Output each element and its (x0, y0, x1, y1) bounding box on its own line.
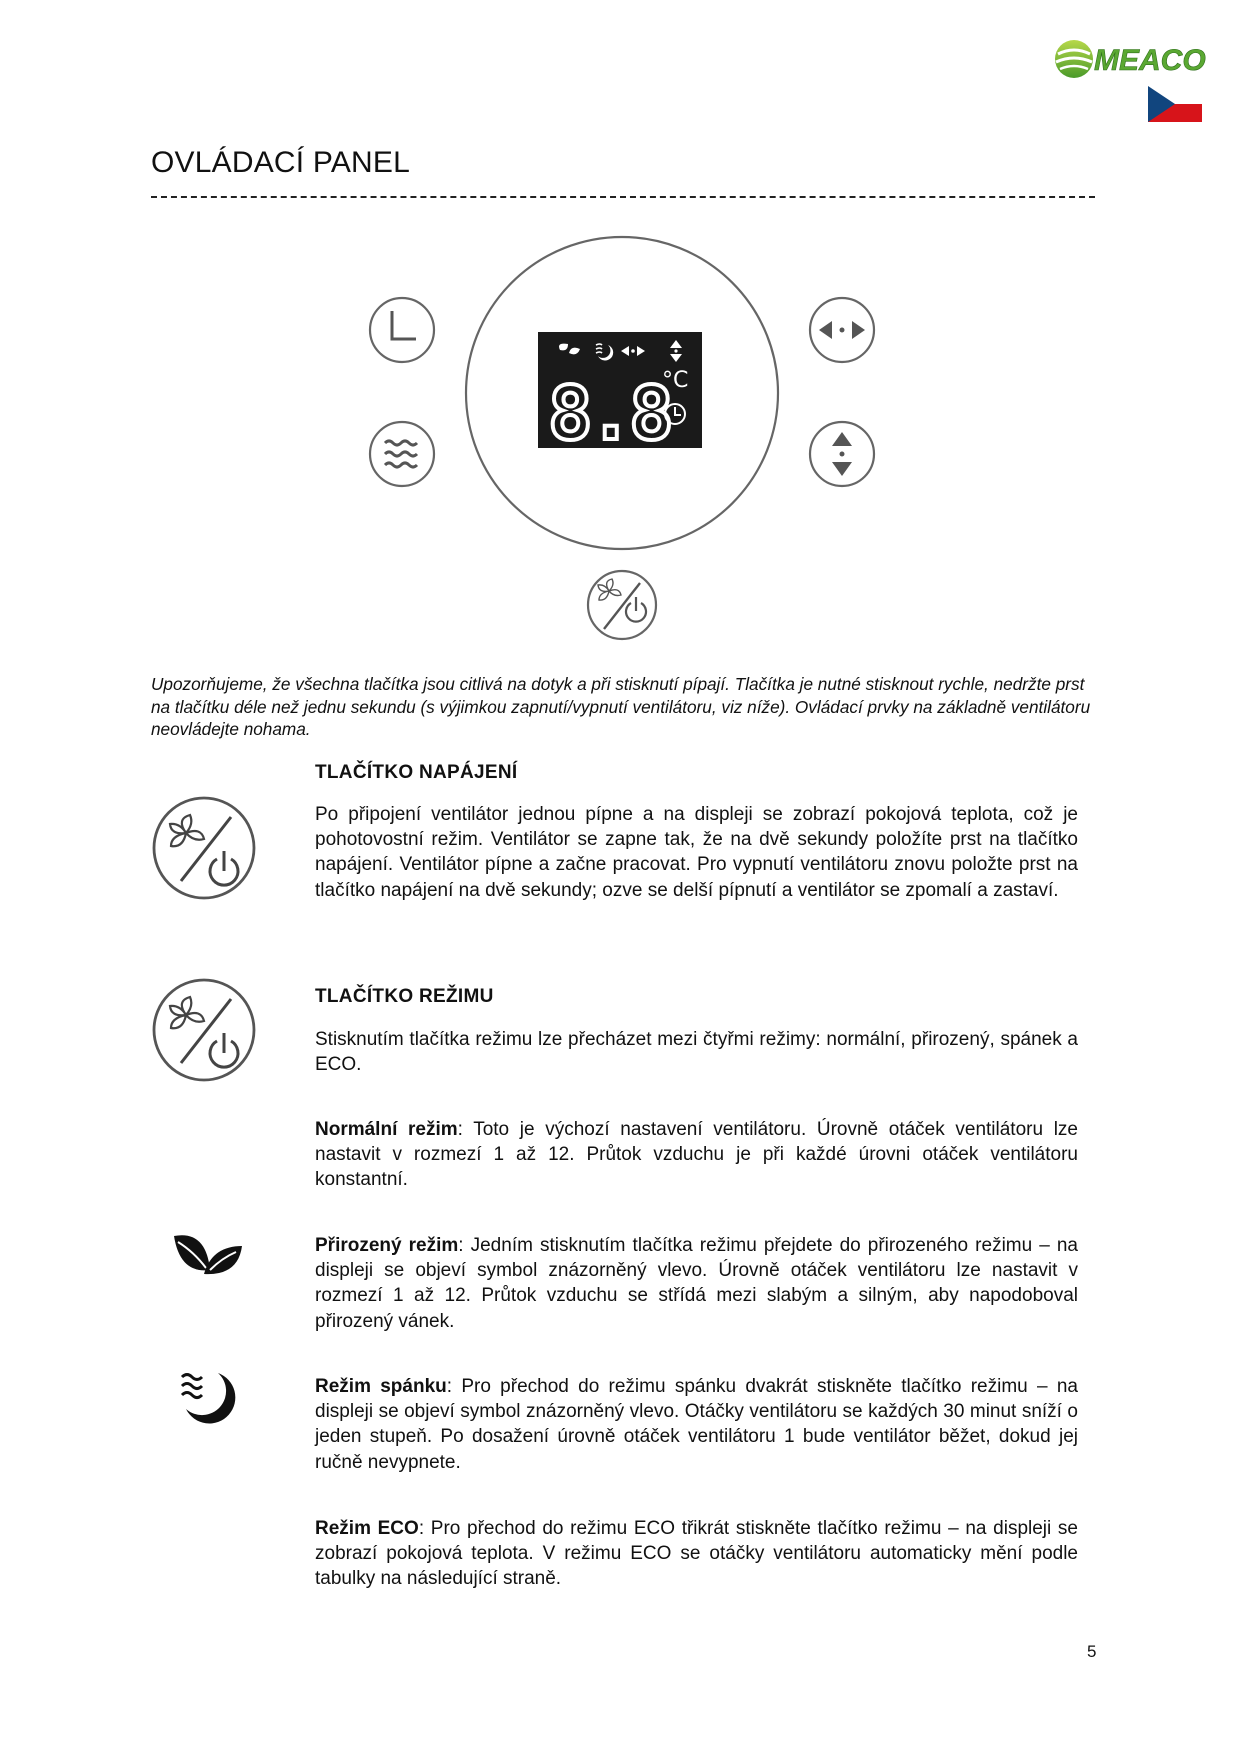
natural-mode-text: : Jedním stisknutím tlačítka režimu přejdete do přirozeného režimu – na displeji se objeví symbol znázorněný vlevo. Úrovně otáček ventilátoru lze nastavit v rozmezí 1 až 12. Průtok vzduchu se střídá mezi slabým a silným, aby napodoboval přirozený vánek. (315, 1235, 1078, 1332)
power-heading: TLAČÍTKO NAPÁJENÍ (315, 762, 518, 783)
sleep-moon-icon (178, 1367, 240, 1429)
control-panel-diagram (350, 225, 910, 655)
natural-mode-paragraph (315, 1233, 1078, 1334)
speed-button (810, 422, 874, 486)
logo-text: MEACO (1094, 44, 1206, 77)
leaf-icon (170, 1230, 244, 1282)
display-digits: 8.8 (548, 371, 670, 457)
sleep-mode-label: Režim spánku (315, 1376, 447, 1397)
normal-mode-text: : Toto je výchozí nastavení ventilátoru. Úrovně otáček ventilátoru lze nastavit v rozmezí 1 až 12. Průtok vzduchu je při každé úrovni otáček ventilátoru konstantní. (315, 1119, 1078, 1191)
sleep-mode-text: : Pro přechod do režimu spánku dvakrát stiskněte tlačítko režimu – na displeji se objeví symbol znázorněný vlevo. Otáčky ventilátoru se každých 30 minut sníží o jeden stupeň. Po dosažení úrovně otáček ventilátoru 1 bude ventilátor běžet, dokud jej ručně nevypnete. (315, 1376, 1078, 1473)
oscillation-button (810, 298, 874, 362)
led-display (538, 332, 702, 457)
mode-waves-button (370, 422, 434, 486)
sleep-mode-paragraph (315, 1374, 1078, 1475)
page-number: 5 (1087, 1642, 1097, 1661)
mode-fan-icon (151, 977, 257, 1083)
natural-mode-label: Přirozený režim (315, 1235, 459, 1256)
mode-heading: TLAČÍTKO REŽIMU (315, 986, 494, 1007)
eco-mode-paragraph (315, 1516, 1078, 1592)
page-title: OVLÁDACÍ PANEL (151, 146, 411, 179)
czech-flag-icon (1148, 86, 1202, 122)
power-fan-icon (151, 795, 257, 901)
timer-button (370, 298, 434, 362)
meaco-logo (1052, 34, 1212, 84)
normal-mode-paragraph (315, 1117, 1078, 1193)
eco-mode-text: : Pro přechod do režimu ECO třikrát stiskněte tlačítko režimu – na displeji se zobrazí pokojová teplota. V režimu ECO se otáčky ventilátoru automaticky mění podle tabulky na následující straně. (315, 1518, 1078, 1590)
title-divider (151, 196, 1095, 198)
normal-mode-label: Normální režim (315, 1119, 458, 1140)
power-text: Po připojení ventilátor jednou pípne a na displeji se zobrazí pokojová teplota, což je pohotovostní režim. Ventilátor se zapne tak, že na dvě sekundy položíte prst na tlačítko napájení. Ventilátor pípne a začne pracovat. Pro vypnutí ventilátoru znovu položte prst na tlačítko napájení na dvě sekundy; ozve se delší pípnutí a ventilátor se zpomalí a zastaví. (315, 804, 1078, 901)
touch-notice: Upozorňujeme, že všechna tlačítka jsou citlivá na dotyk a při stisknutí pípají. Tlačítka je nutné stisknout rychle, nedržte prst na tlačítku déle než jednu sekundu (s výjimkou zapnutí/vypnutí ventilátoru, viz níže). Ovládací prvky na základně ventilátoru neovládejte nohama. (151, 674, 1091, 739)
display-unit: °C (662, 368, 689, 393)
power-fan-button (588, 571, 656, 639)
mode-text: Stisknutím tlačítka režimu lze přecházet mezi čtyřmi režimy: normální, přirozený, spánek a ECO. (315, 1029, 1078, 1076)
eco-mode-label: Režim ECO (315, 1518, 419, 1539)
